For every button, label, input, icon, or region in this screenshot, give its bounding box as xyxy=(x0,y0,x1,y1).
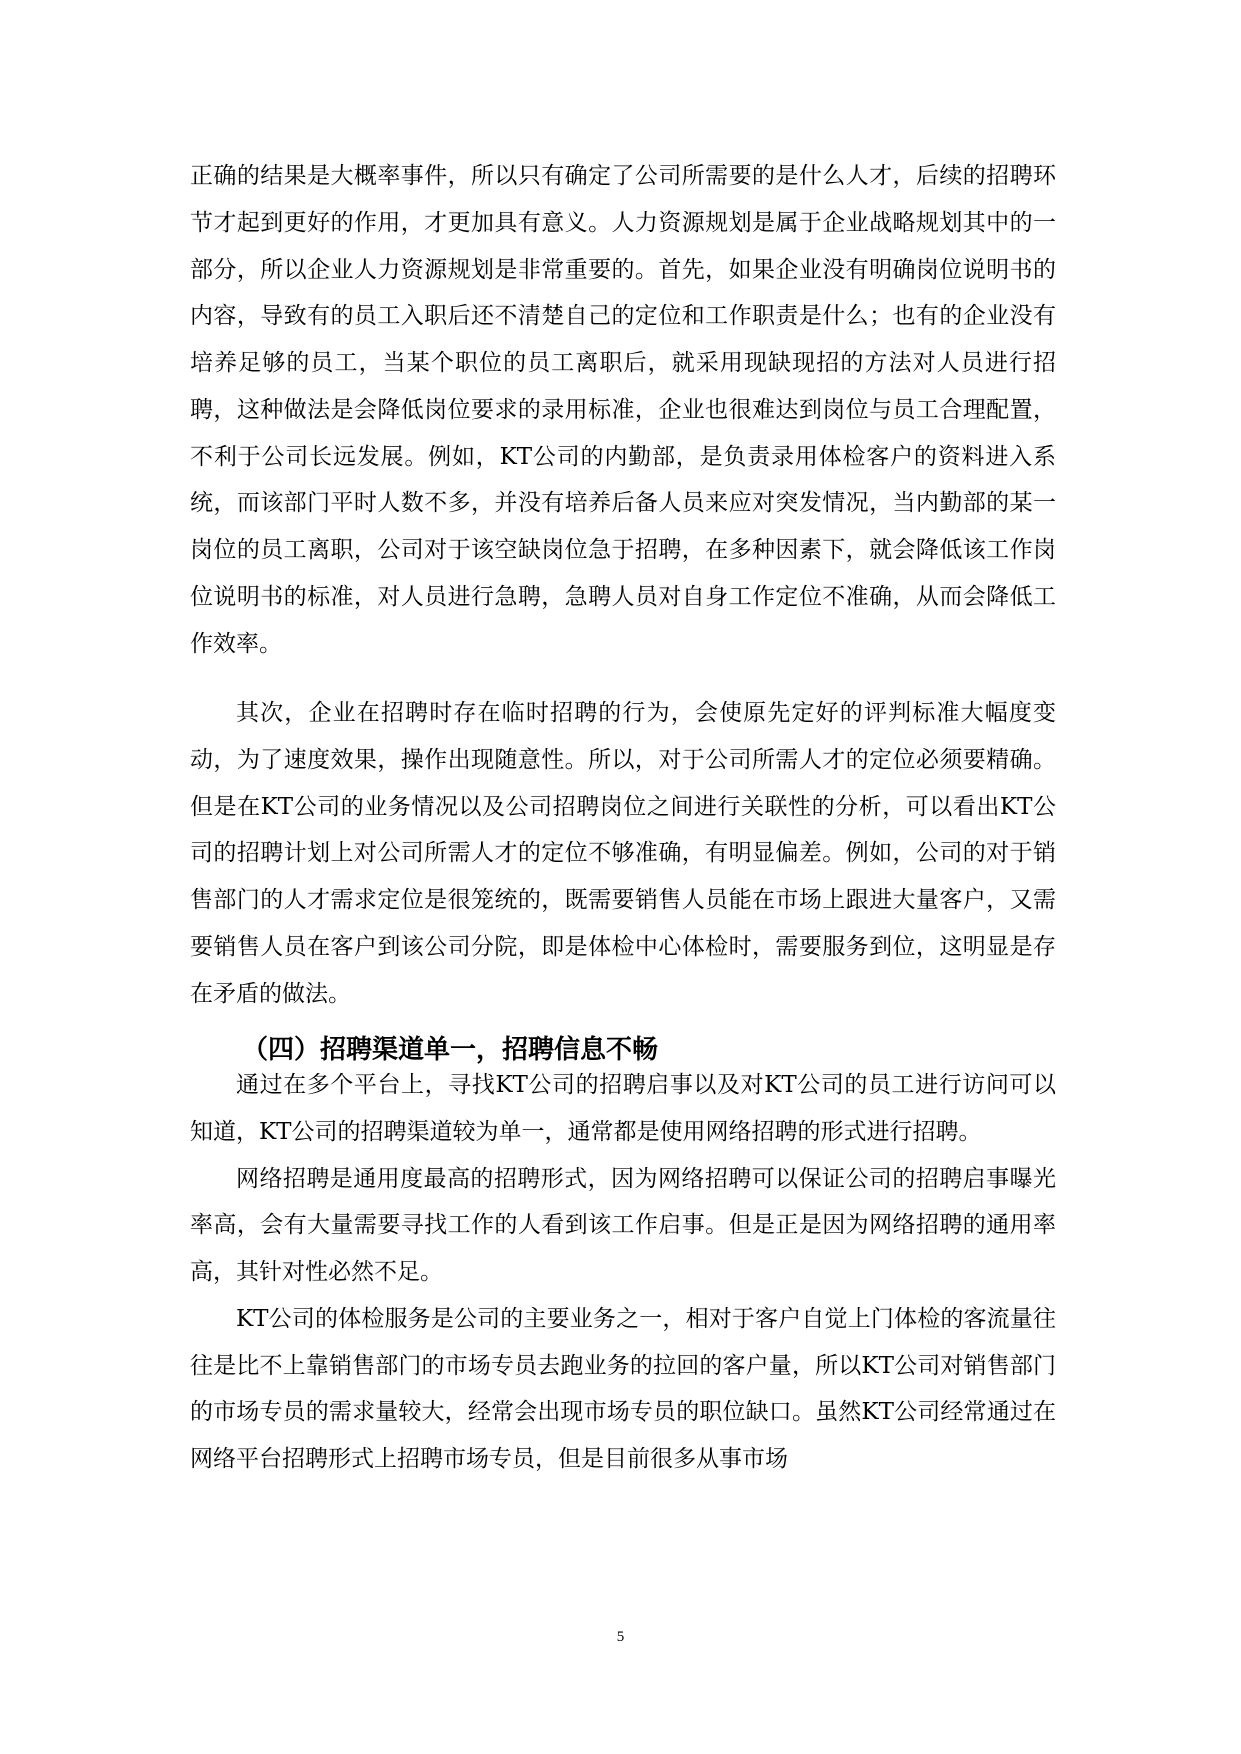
body-text-block-top xyxy=(190,153,1056,667)
paragraph: KT公司的体检服务是公司的主要业务之一，相对于客户自觉上门体检的客流量往往是比不上靠销售部门的市场专员去跑业务的拉回的客户量，所以KT公司对销售部门的市场专员的需求量较大，经常会出现市场专员的职位缺口。虽然KT公司经常通过在网络平台招聘形式上招聘市场专员，但是目前很多从事市场 xyxy=(190,1305,1056,1472)
paragraph: 网络招聘是通用度最高的招聘形式，因为网络招聘可以保证公司的招聘启事曝光率高，会有大量需要寻找工作的人看到该工作启事。但是正是因为网络招聘的通用率高，其针对性必然不足。 xyxy=(190,1165,1056,1285)
body-text-block-middle xyxy=(190,690,1056,1017)
section-heading: （四）招聘渠道单一，招聘信息不畅 xyxy=(242,1035,659,1065)
paragraph: 其次，企业在招聘时存在临时招聘的行为，会使原先定好的评判标准大幅度变动，为了速度效果，操作出现随意性。所以，对于公司所需人才的定位必须要精确。但是在KT公司的业务情况以及公司招聘岗位之间进行关联性的分析，可以看出KT公司的招聘计划上对公司所需人才的定位不够准确，有明显偏差。例如，公司的对于销售部门的人才需求定位是很笼统的，既需要销售人员能在市场上跟进大量客户，又需要销售人员在客户到该公司分院，即是体检中心体检时，需要服务到位，这明显是存在矛盾的做法。 xyxy=(190,700,1056,1007)
body-text-block-bottom xyxy=(190,1062,1056,1483)
paragraph: 通过在多个平台上，寻找KT公司的招聘启事以及对KT公司的员工进行访问可以知道，KT公司的招聘渠道较为单一，通常都是使用网络招聘的形式进行招聘。 xyxy=(190,1072,1056,1145)
page-number: 5 xyxy=(616,1629,625,1645)
paragraph-continued: 正确的结果是大概率事件，所以只有确定了公司所需要的是什么人才，后续的招聘环节才起到更好的作用，才更加具有意义。人力资源规划是属于企业战略规划其中的一部分，所以企业人力资源规划是非常重要的。首先，如果企业没有明确岗位说明书的内容，导致有的员工入职后还不清楚自己的定位和工作职责是什么；也有的企业没有培养足够的员工，当某个职位的员工离职后，就采用现缺现招的方法对人员进行招聘，这种做法是会降低岗位要求的录用标准，企业也很难达到岗位与员工合理配置，不利于公司长远发展。例如，KT公司的内勤部，是负责录用体检客户的资料进入系统，而该部门平时人数不多，并没有培养后备人员来应对突发情况，当内勤部的某一岗位的员工离职，公司对于该空缺岗位急于招聘，在多种因素下，就会降低该工作岗位说明书的标准，对人员进行急聘，急聘人员对自身工作定位不准确，从而会降低工作效率。 xyxy=(190,163,1056,657)
